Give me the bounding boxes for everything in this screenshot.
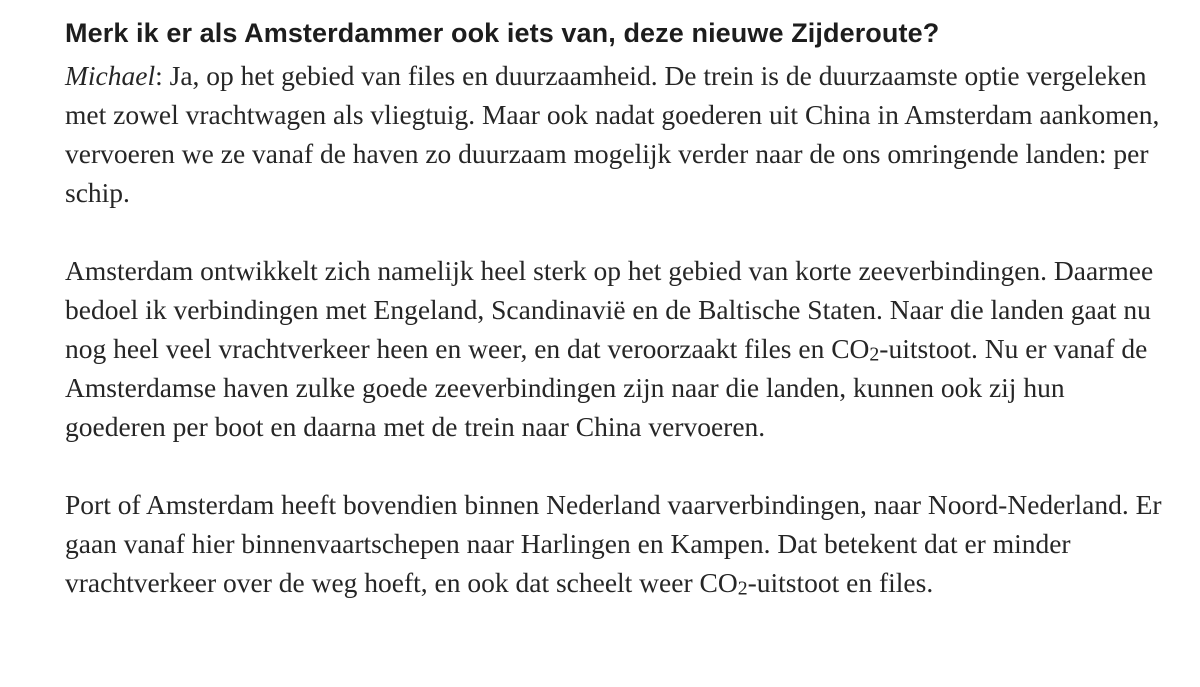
co2-subscript: 2 xyxy=(869,343,880,366)
paragraph-3-text-after: -uitstoot en files. xyxy=(747,567,934,598)
paragraph-2 xyxy=(65,251,1165,446)
paragraph-1-text: : Ja, op het gebied van files en duurzaamheid. De trein is de duurzaamste optie vergeleken met zowel vrachtwagen als vliegtuig. Maar ook nadat goederen uit China in Amsterdam aankomen, vervoeren we ze vanaf de haven zo duurzaam mogelijk verder naar de ons omringende landen: per schip. xyxy=(65,60,1160,208)
paragraph-1 xyxy=(65,56,1165,212)
article-heading: Merk ik er als Amsterdammer ook iets van, deze nieuwe Zijderoute? xyxy=(65,18,940,48)
paragraph-3-text-before: Port of Amsterdam heeft bovendien binnen Nederland vaarverbindingen, naar Noord-Nederland. Er gaan vanaf hier binnenvaartschepen naar Harlingen en Kampen. Dat betekent dat er minder vrachtverkeer over de weg hoeft, en ook dat scheelt weer CO xyxy=(65,489,1162,598)
speaker-name: Michael xyxy=(65,60,156,91)
paragraph-3 xyxy=(65,485,1165,602)
paragraph-2-text-before: Amsterdam ontwikkelt zich namelijk heel sterk op het gebied van korte zeeverbindingen. Daarmee bedoel ik verbindingen met Engeland, Scandinavië en de Baltische Staten. Naar die landen gaat nu nog heel veel vrachtverkeer heen en weer, en dat veroorzaakt files en CO xyxy=(65,255,1154,364)
co2-subscript: 2 xyxy=(737,577,748,600)
paragraph-2-text-after: -uitstoot. Nu er vanaf de Amsterdamse haven zulke goede zeeverbindingen zijn naar die landen, kunnen ook zij hun goederen per boot en daarna met de trein naar China vervoeren. xyxy=(65,333,1148,442)
article xyxy=(65,14,1165,602)
